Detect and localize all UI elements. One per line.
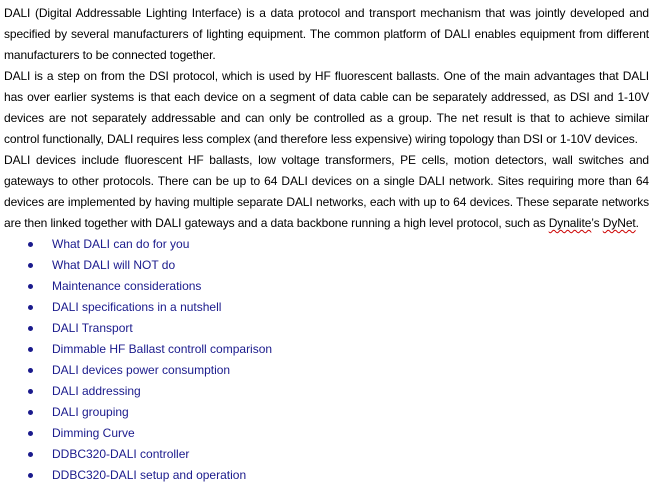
bullet-icon <box>28 473 33 478</box>
bullet-icon <box>28 368 33 373</box>
list-item <box>4 234 649 255</box>
topic-links-list <box>4 234 649 486</box>
bullet-icon <box>28 263 33 268</box>
link-dali-grouping[interactable]: DALI grouping <box>52 405 129 419</box>
link-what-dali-will-not-do[interactable]: What DALI will NOT do <box>52 258 176 272</box>
link-ballast-comparison[interactable]: Dimmable HF Ballast controll comparison <box>52 342 273 356</box>
link-what-dali-can-do[interactable]: What DALI can do for you <box>52 237 190 251</box>
list-item <box>4 360 649 381</box>
link-ddbc320-setup[interactable]: DDBC320-DALI setup and operation <box>52 468 247 482</box>
sentence-end: . <box>635 216 639 230</box>
link-dali-specifications[interactable]: DALI specifications in a nutshell <box>52 300 222 314</box>
link-dimming-curve[interactable]: Dimming Curve <box>52 426 135 440</box>
link-dali-addressing[interactable]: DALI addressing <box>52 384 141 398</box>
list-item <box>4 381 649 402</box>
dali-devices-text: DALI devices include fluorescent HF ballasts, low voltage transformers, PE cells, motion detectors, wall switches and gateways to other protocols. There can be up to 64 DALI devices on a single DALI network. Sites requiring more than 64 devices are implemented by having multiple separate DALI networks, each with up to 64 devices. These separate networks are then linked together with DALI gateways and a data backbone running a high level protocol, such as <box>4 153 649 230</box>
bullet-icon <box>28 452 33 457</box>
bullet-icon <box>28 242 33 247</box>
intro-paragraph: DALI (Digital Addressable Lighting Interface) is a data protocol and transport mechanism that was jointly developed and specified by several manufacturers of lighting equipment. The common platform of DALI enables equipment from different manufacturers to be connected together. <box>4 6 649 62</box>
dali-devices-paragraph <box>4 150 649 234</box>
apostrophe-text: ’s <box>591 216 603 230</box>
list-item <box>4 444 649 465</box>
bullet-icon <box>28 284 33 289</box>
product-dynet: DyNet <box>602 216 636 230</box>
link-maintenance-considerations[interactable]: Maintenance considerations <box>52 279 202 293</box>
list-item <box>4 318 649 339</box>
bullet-icon <box>28 305 33 310</box>
article-content <box>4 3 649 486</box>
bullet-icon <box>28 389 33 394</box>
list-item <box>4 465 649 486</box>
bullet-icon <box>28 347 33 352</box>
bullet-icon <box>28 326 33 331</box>
link-dali-transport[interactable]: DALI Transport <box>52 321 133 335</box>
list-item <box>4 276 649 297</box>
brand-dynalite: Dynalite <box>548 216 592 230</box>
list-item <box>4 402 649 423</box>
list-item <box>4 255 649 276</box>
link-power-consumption[interactable]: DALI devices power consumption <box>52 363 231 377</box>
bullet-icon <box>28 410 33 415</box>
link-ddbc320-controller[interactable]: DDBC320-DALI controller <box>52 447 190 461</box>
dsi-comparison-paragraph: DALI is a step on from the DSI protocol, which is used by HF fluorescent ballasts. One of the main advantages that DALI has over earlier systems is that each device on a segment of data cable can be separately addressed, as DSI and 1-10V devices are not separately addressable and can only be controlled as a group. The net result is that to achieve similar control functionally, DALI requires less complex (and therefore less expensive) wiring topology than DSI or 1-10V devices. <box>4 69 649 146</box>
list-item <box>4 297 649 318</box>
list-item <box>4 339 649 360</box>
bullet-icon <box>28 431 33 436</box>
list-item <box>4 423 649 444</box>
